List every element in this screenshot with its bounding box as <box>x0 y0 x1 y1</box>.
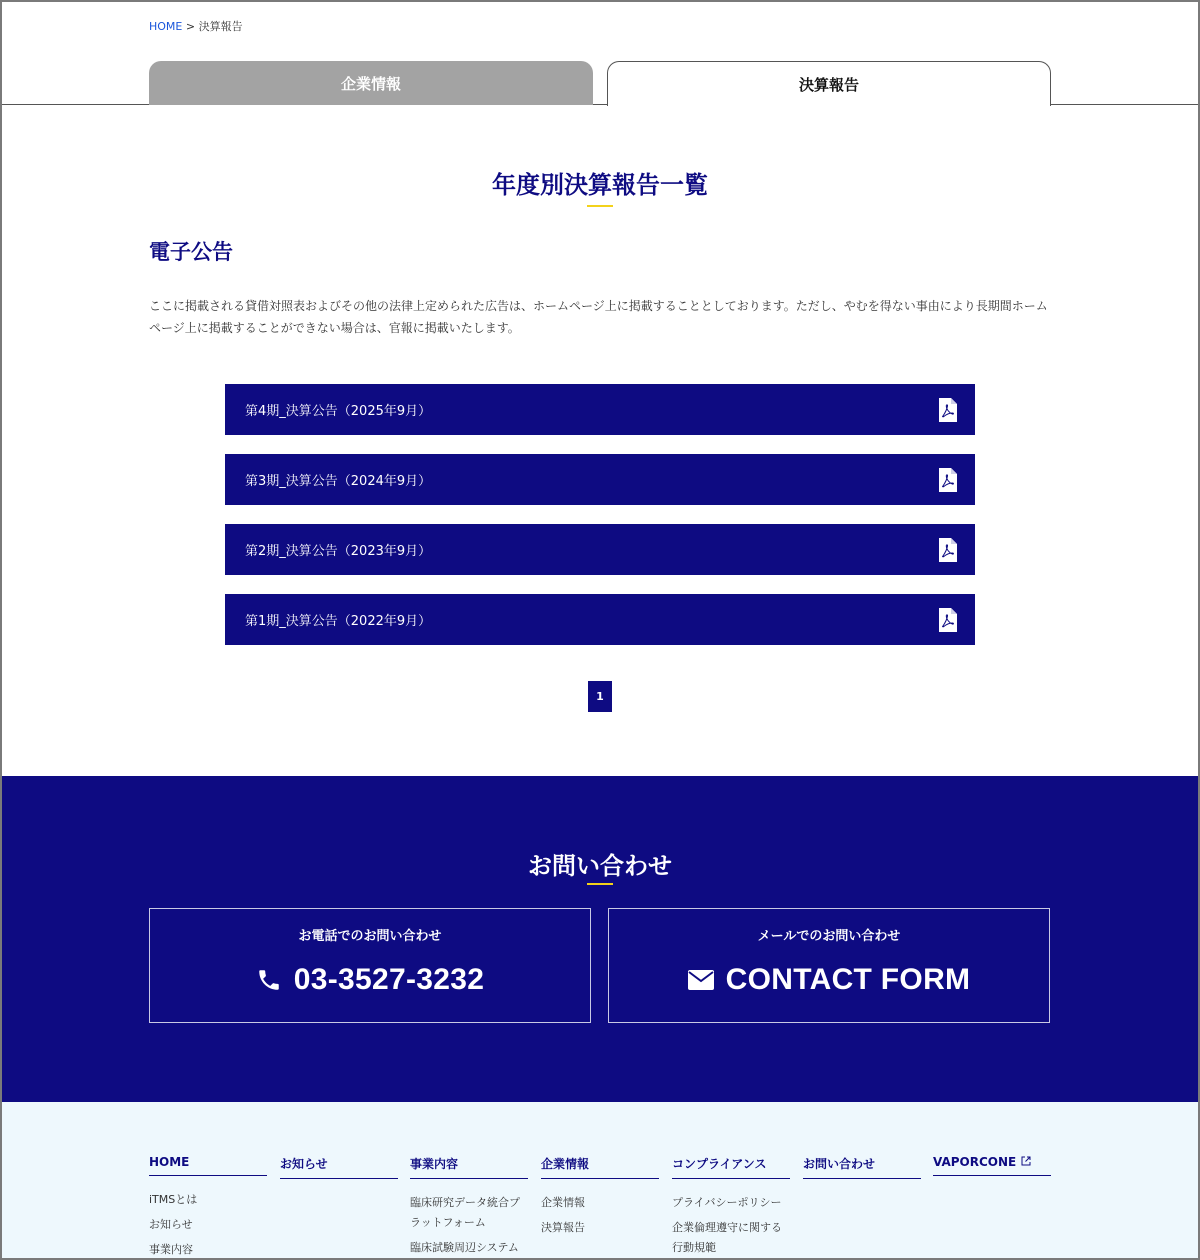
contact-accent-line <box>587 883 613 885</box>
breadcrumb-current: 決算報告 <box>198 20 243 33</box>
contact-form-link: CONTACT FORM <box>725 963 971 996</box>
breadcrumb <box>149 18 243 34</box>
footer-link-business[interactable]: 事業内容 <box>149 1243 193 1256</box>
footer <box>0 1102 1200 1260</box>
footer-link-financial[interactable]: 決算報告 <box>541 1221 585 1234</box>
pdf-icon <box>938 608 957 632</box>
footer-link-company-info[interactable]: 企業情報 <box>541 1196 585 1209</box>
footer-head-home[interactable]: HOME <box>149 1155 267 1176</box>
footer-head-vaporcone[interactable] <box>933 1155 1051 1176</box>
breadcrumb-separator: > <box>185 20 196 33</box>
tab-financial-reports[interactable]: 決算報告 <box>607 61 1051 106</box>
phone-number: 03-3527-3232 <box>293 963 485 996</box>
footer-head-business[interactable]: 事業内容 <box>410 1155 528 1179</box>
footer-col-vaporcone <box>933 1155 1051 1176</box>
footer-link-ethics[interactable]: 企業倫理遵守に関する行動規範 <box>672 1221 782 1254</box>
tab-company-info[interactable]: 企業情報 <box>149 61 593 105</box>
section-title: 電子公告 <box>149 240 233 264</box>
report-label: 第2期_決算公告（2023年9月） <box>245 544 432 559</box>
footer-head-news[interactable]: お知らせ <box>280 1155 398 1179</box>
breadcrumb-home-link[interactable]: HOME <box>149 20 183 33</box>
footer-link-privacy[interactable]: プライバシーポリシー <box>672 1196 782 1209</box>
footer-col-home <box>149 1155 267 1260</box>
intro-text: ここに掲載される貸借対照表およびその他の法律上定められた広告は、ホームページ上に掲載することとしております。ただし、やむを得ない事由により長期間ホームページ上に掲載することができない場合は、官報に掲載いたします。 <box>149 299 1048 335</box>
phone-contact-box[interactable] <box>149 908 591 1023</box>
report-label: 第1期_決算公告（2022年9月） <box>245 614 432 629</box>
footer-link-platform[interactable]: 臨床研究データ統合プラットフォーム <box>410 1196 520 1229</box>
report-label: 第4期_決算公告（2025年9月） <box>245 404 432 419</box>
footer-col-news <box>280 1155 398 1179</box>
footer-vaporcone-label: VAPORCONE <box>933 1155 1017 1169</box>
footer-link-peripheral[interactable]: 臨床試験周辺システム <box>410 1241 519 1254</box>
title-accent-line <box>587 205 613 207</box>
footer-head-contact[interactable]: お問い合わせ <box>803 1155 921 1179</box>
report-list <box>225 384 975 664</box>
mail-contact-label: メールでのお問い合わせ <box>757 929 901 944</box>
pagination-page-1[interactable]: 1 <box>588 681 612 712</box>
footer-head-compliance[interactable]: コンプライアンス <box>672 1155 790 1179</box>
footer-col-compliance <box>672 1155 790 1258</box>
mail-contact-box[interactable] <box>608 908 1050 1023</box>
contact-title: お問い合わせ <box>528 852 672 880</box>
report-label: 第3期_決算公告（2024年9月） <box>245 474 432 489</box>
footer-link-itms[interactable]: iTMSとは <box>149 1193 198 1206</box>
report-link-4[interactable] <box>225 384 975 435</box>
footer-link-news[interactable]: お知らせ <box>149 1218 193 1231</box>
mail-icon <box>688 970 714 990</box>
phone-icon <box>256 967 282 993</box>
pdf-icon <box>938 398 957 422</box>
report-link-3[interactable] <box>225 454 975 505</box>
report-link-1[interactable] <box>225 594 975 645</box>
pdf-icon <box>938 468 957 492</box>
report-link-2[interactable] <box>225 524 975 575</box>
phone-contact-label: お電話でのお問い合わせ <box>298 929 442 944</box>
footer-head-company[interactable]: 企業情報 <box>541 1155 659 1179</box>
external-link-icon <box>1021 1155 1031 1169</box>
footer-col-contact <box>803 1155 921 1179</box>
pdf-icon <box>938 538 957 562</box>
contact-section <box>0 776 1200 1102</box>
footer-col-company <box>541 1155 659 1238</box>
footer-col-business <box>410 1155 528 1258</box>
page-title: 年度別決算報告一覧 <box>492 171 708 199</box>
